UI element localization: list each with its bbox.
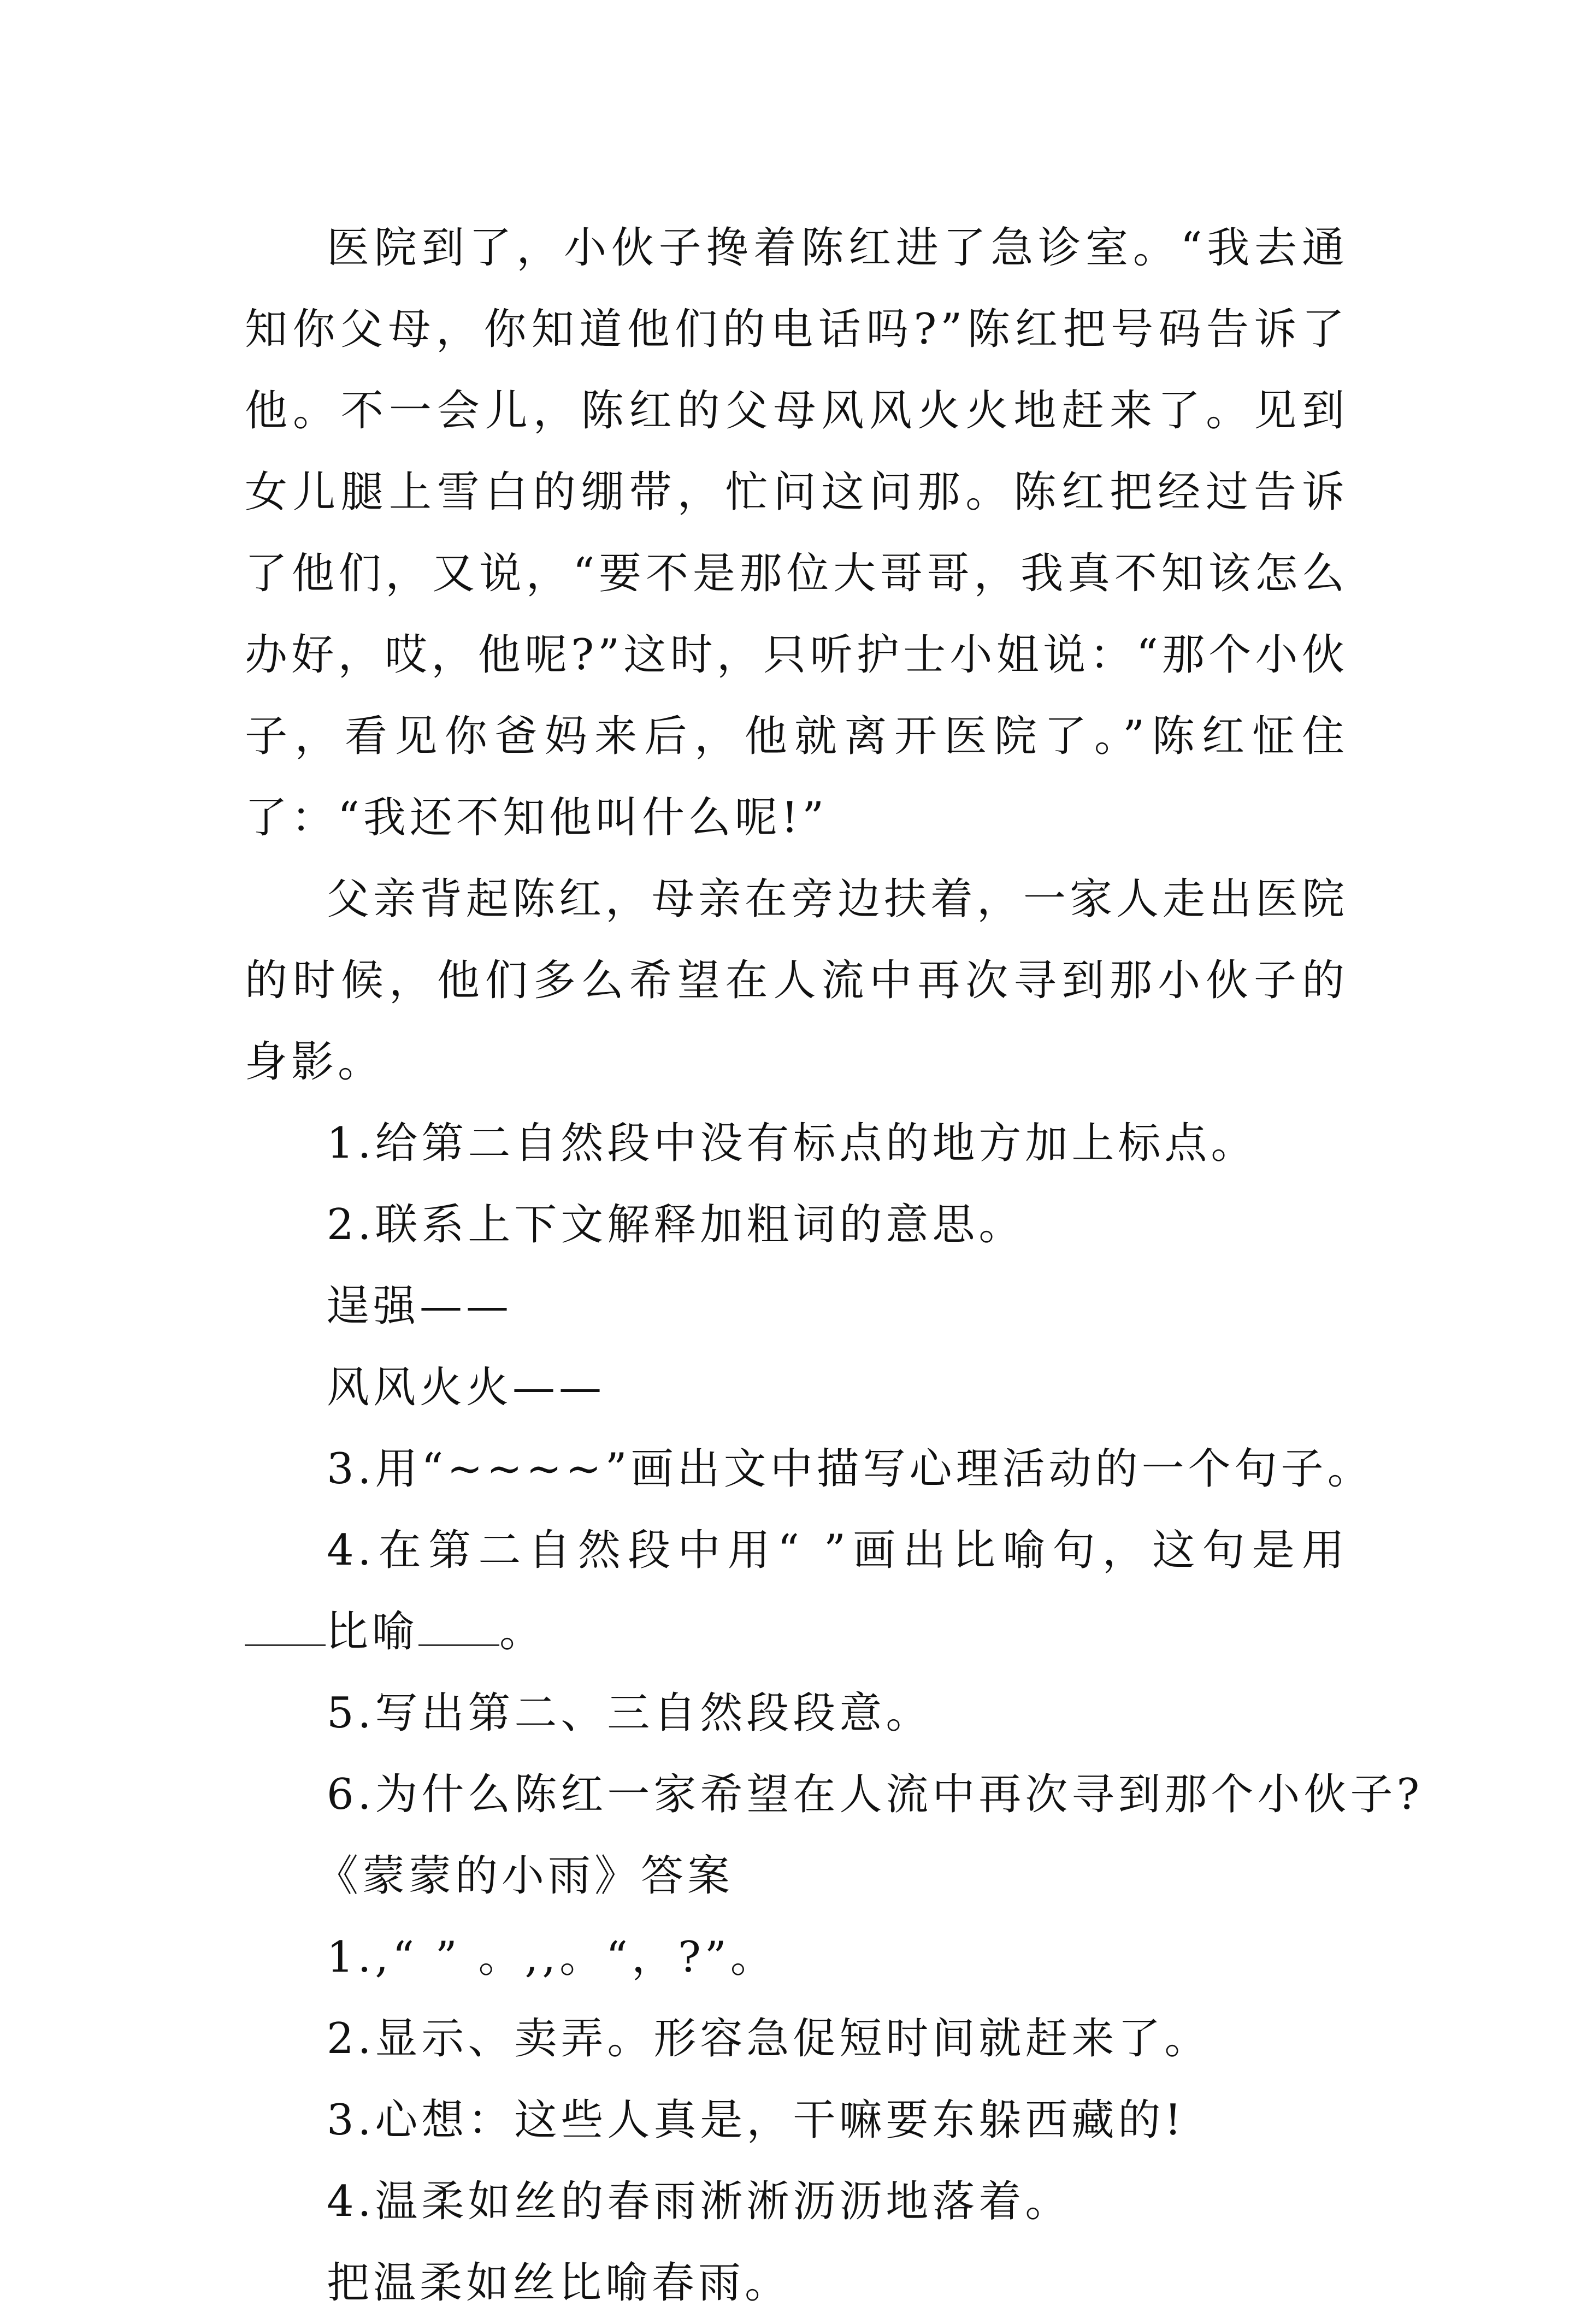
passage-paragraph-2: 父亲背起陈红，母亲在旁边扶着，一家人走出医院的时候，他们多么希望在人流中再次寻到那小伙子的身影。 <box>245 875 1349 1087</box>
document-body <box>245 208 1424 2324</box>
question-4-text-b: 比喻 <box>326 1607 419 1656</box>
answer-4: 4.温柔如丝的春雨淅淅沥沥地落着。 <box>327 2177 1072 2226</box>
answer-4-extra: 把温柔如丝比喻春雨。 <box>327 2258 792 2308</box>
question-2-word-1: 逞强—— <box>327 1282 513 1331</box>
question-5: 5.写出第二、三自然段段意。 <box>327 1689 933 1738</box>
question-4 <box>245 1510 1348 1673</box>
question-4-text-a: 4.在第二自然段中用“ ”画出比喻句，这句是用 <box>327 1526 1348 1575</box>
question-4-text-c: 。 <box>499 1607 546 1656</box>
question-1: 1.给第二自然段中没有标点的地方加上标点。 <box>327 1119 1258 1168</box>
answers-title: 《蒙蒙的小雨》答案 <box>316 1851 734 1901</box>
answer-blank-2[interactable] <box>418 1611 499 1646</box>
question-2: 2.联系上下文解释加粗词的意思。 <box>327 1200 1025 1249</box>
passage-paragraph-1: 医院到了，小伙子搀着陈红进了急诊室。“我去通知你父母，你知道他们的电话吗?”陈红把号码告诉了他。不一会儿，陈红的父母风风火火地赶来了。见到女儿腿上雪白的绷带，忙问这问那。陈红把经过告诉了他们，又说，“要不是那位大哥哥，我真不知该怎么办好，哎，他呢?”这时，只听护士小姐说：“那个小伙子，看见你爸妈来后，他就离开医院了。”陈红怔住了：“我还不知他叫什么呢!” <box>245 223 1348 842</box>
answer-1: 1.,“ ” 。,,。“，?”。 <box>327 1933 777 1982</box>
question-6: 6.为什么陈红一家希望在人流中再次寻到那个小伙子? <box>327 1770 1424 1819</box>
answer-3: 3.心想：这些人真是，干嘛要东躲西藏的! <box>327 2096 1185 2145</box>
question-3: 3.用“~~~~”画出文中描写心理活动的一个句子。 <box>327 1444 1374 1494</box>
question-2-word-2: 风风火火—— <box>327 1363 606 1412</box>
answer-2: 2.显示、卖弄。形容急促短时间就赶来了。 <box>327 2014 1211 2063</box>
answer-blank-1[interactable] <box>245 1611 326 1646</box>
